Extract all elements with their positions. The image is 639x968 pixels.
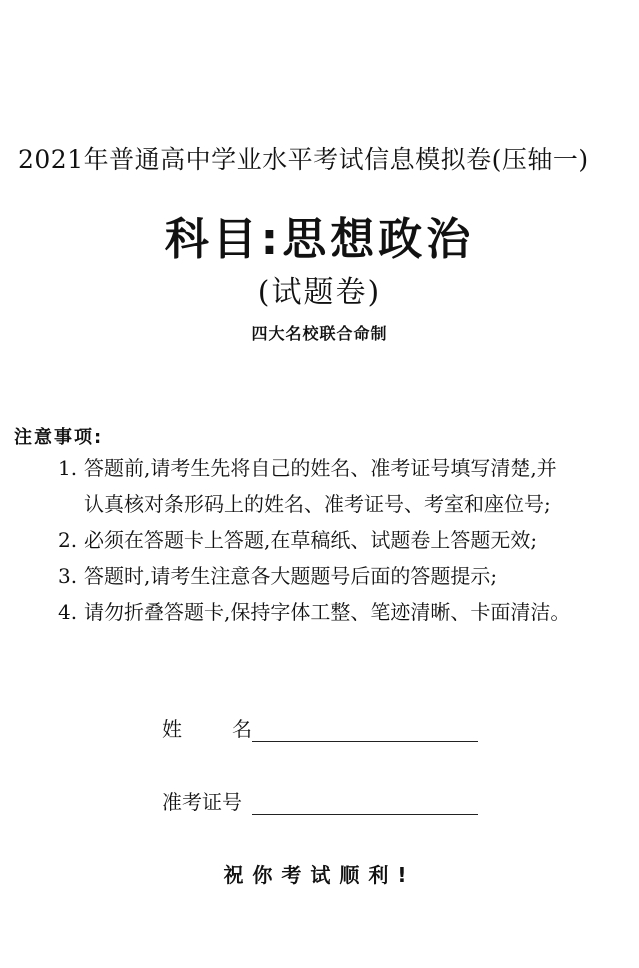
name-label [162,713,252,742]
notice-number: 4. [58,600,78,624]
notice-heading: 注意事项: [14,427,104,448]
name-label-char-1: 姓 [162,717,182,741]
notice-number: 2. [58,528,78,552]
subject-heading: 科目:思想政治 [164,214,475,265]
exam-title: 2021年普通高中学业水平考试信息模拟卷(压轴一) [18,145,589,174]
exam-id-label: 准考证号 [162,790,242,814]
notice-number: 1. [58,456,78,480]
notice-item-3 [58,563,633,599]
notice-item-2 [58,527,633,563]
good-luck-message: 祝你考试顺利! [223,863,416,887]
notice-list [58,455,633,635]
notice-text: 请勿折叠答题卡,保持字体工整、笔迹清晰、卡面清洁。 [84,600,571,624]
paper-type: (试题卷) [257,275,382,310]
name-blank-line[interactable] [252,719,478,742]
name-label-char-2: 名 [232,717,252,741]
name-field-row [162,713,478,742]
notice-text: 必须在答题卡上答题,在草稿纸、试题卷上答题无效; [84,528,538,552]
notice-text-continued: 认真核对条形码上的姓名、准考证号、考室和座位号; [84,492,551,516]
notice-number: 3. [58,564,78,588]
notice-item-1 [58,455,633,527]
notice-text: 答题前,请考生先将自己的姓名、准考证号填写清楚,并 [84,456,557,480]
organizer: 四大名校联合命制 [251,324,388,343]
exam-id-blank-line[interactable] [252,792,478,815]
exam-id-field-row [162,786,478,815]
notice-item-4 [58,599,633,635]
notice-text: 答题时,请考生注意各大题题号后面的答题提示; [84,564,498,588]
